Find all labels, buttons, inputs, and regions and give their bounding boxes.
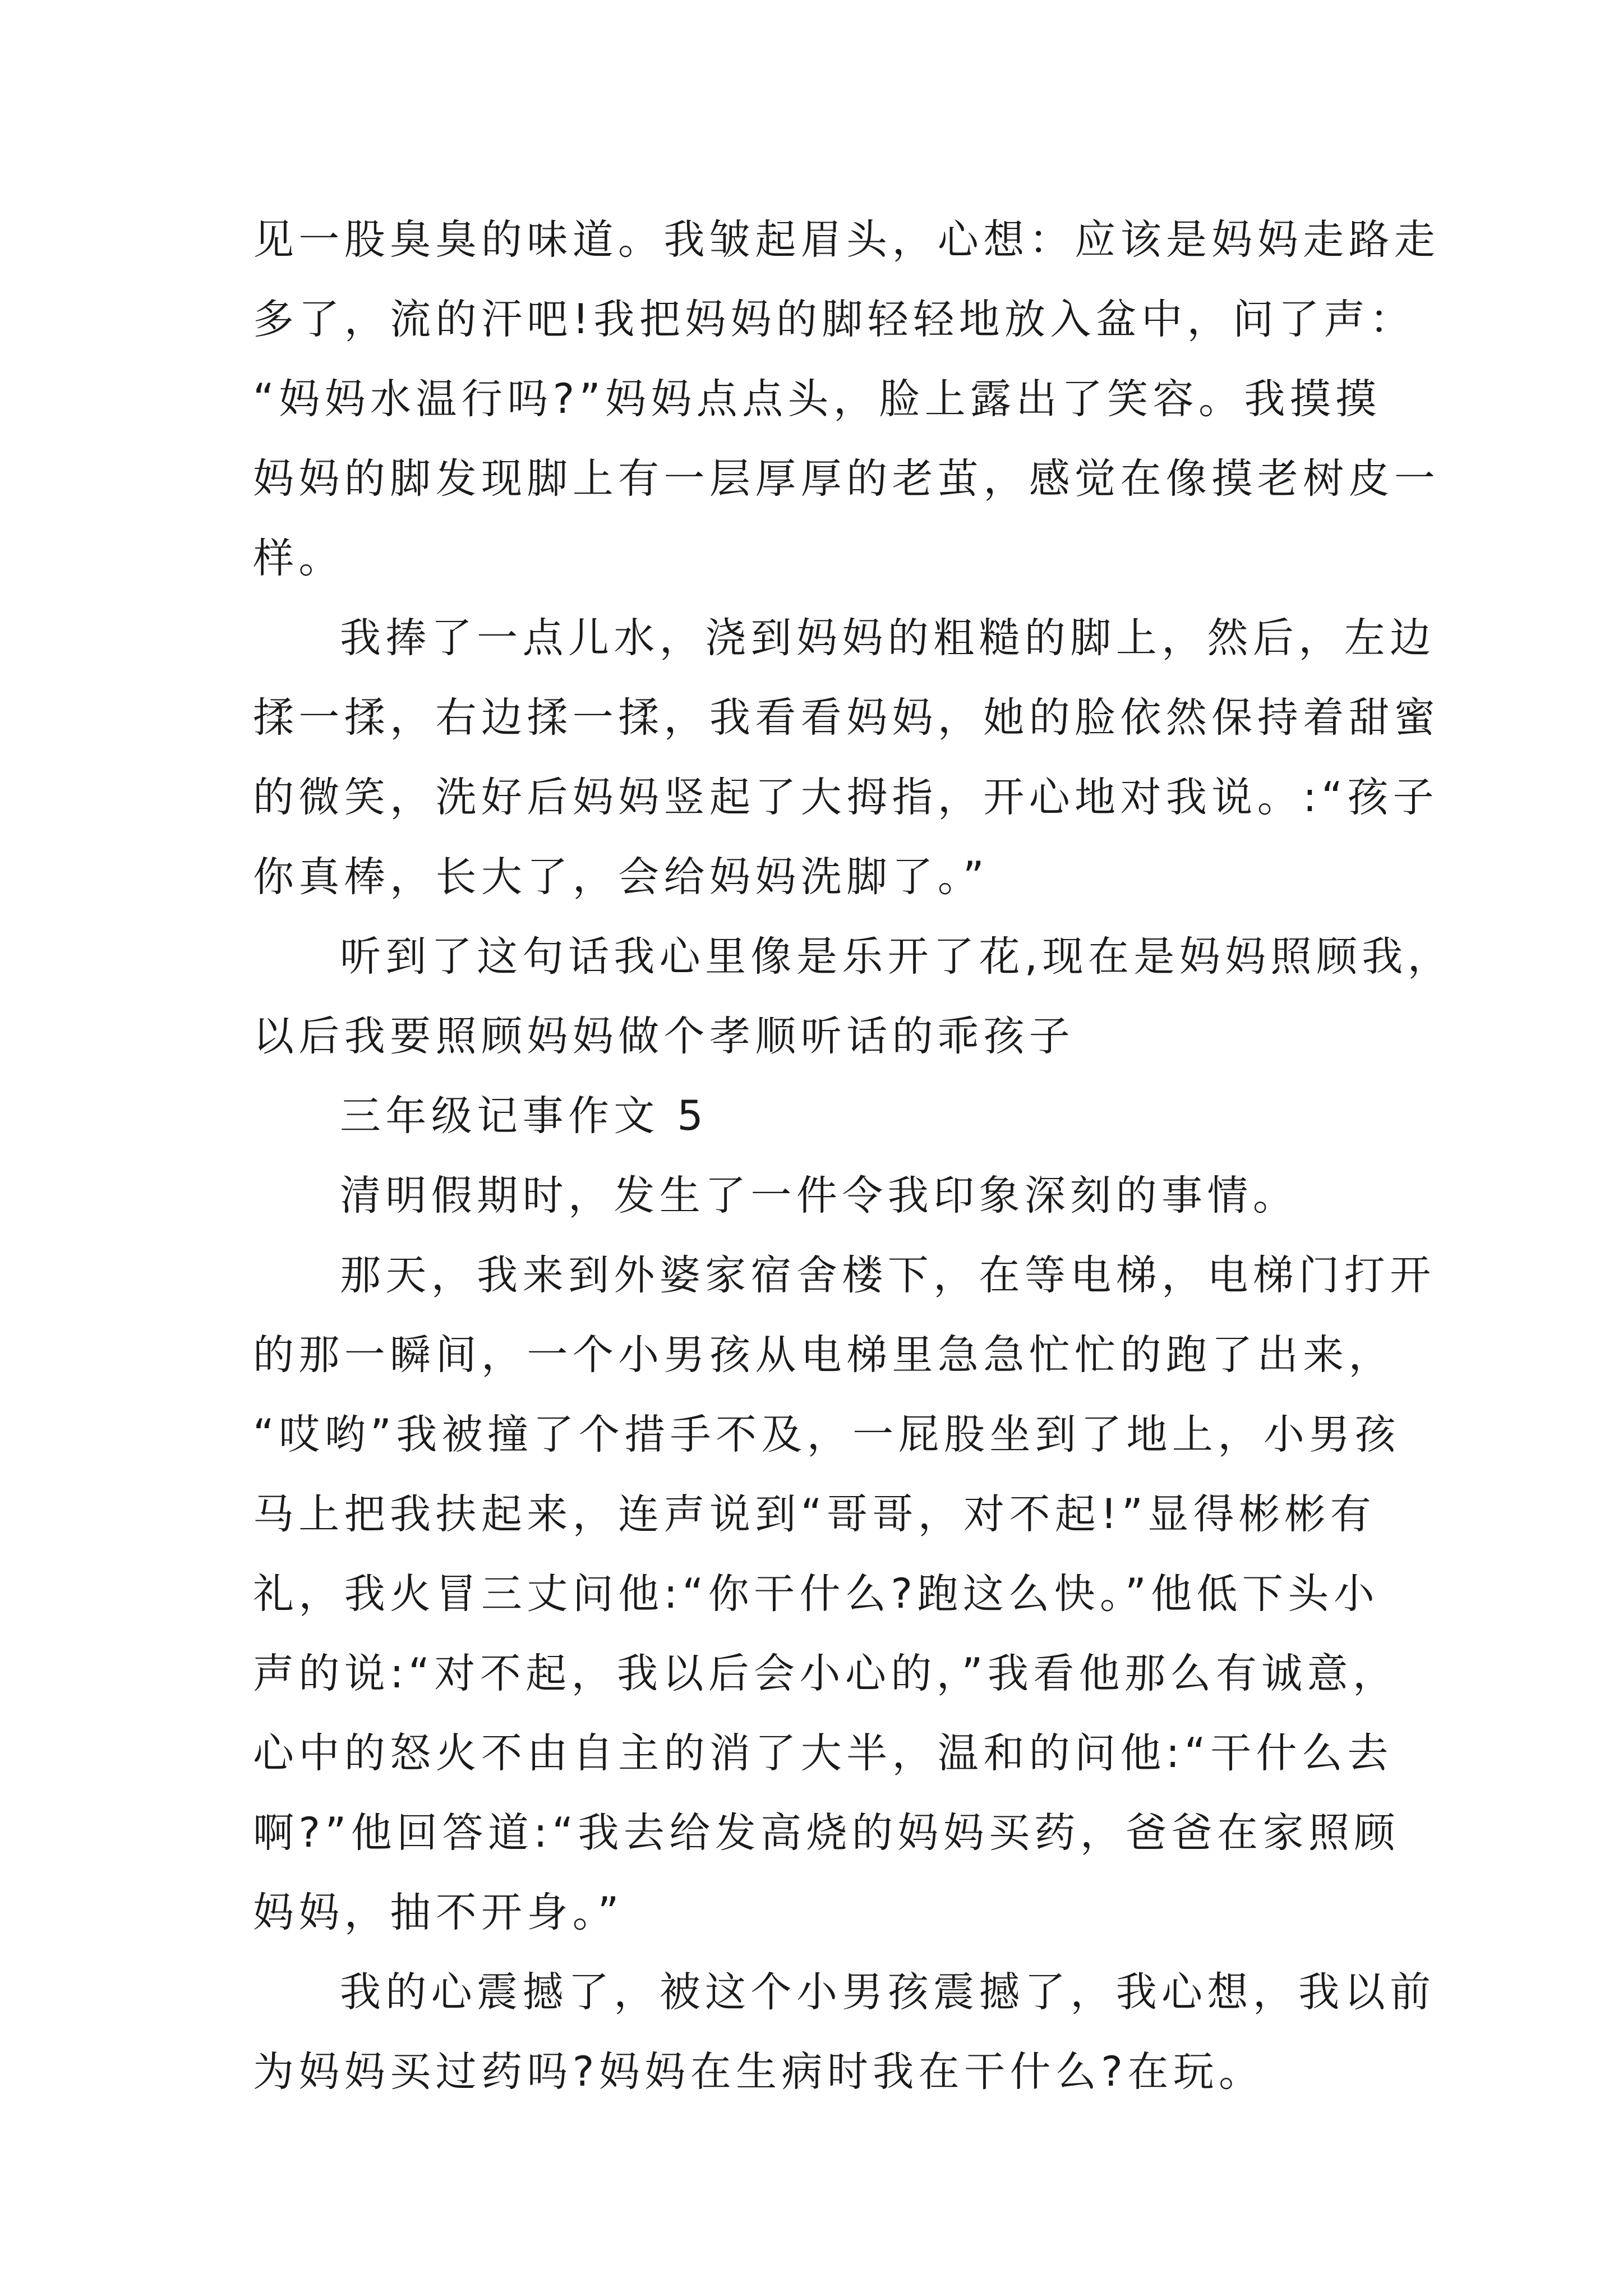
paragraph-start-line: 清明假期时，发生了一件令我印象深刻的事情。 — [340, 1172, 1299, 1220]
text-line: 礼，我火冒三丈问他:“你干什么?跑这么快。”他低下头小 — [253, 1570, 1380, 1618]
text-line: 妈妈，抽不开身。” — [253, 1889, 624, 1936]
paragraph-start-line: 听到了这句话我心里像是乐开了花,现在是妈妈照顾我， — [340, 933, 1454, 981]
text-line: 妈妈的脚发现脚上有一层厚厚的老茧，感觉在像摸老树皮一 — [253, 455, 1440, 503]
text-line: 的微笑，洗好后妈妈竖起了大拇指，开心地对我说。:“孩子 — [253, 774, 1439, 821]
text-line: “妈妈水温行吗?”妈妈点点头，脸上露出了笑容。我摸摸 — [253, 375, 1381, 423]
text-line: 心中的怒火不由自主的消了大半，温和的问他:“干什么去 — [253, 1729, 1393, 1777]
text-line: 你真棒，长大了，会给妈妈洗脚了。” — [253, 853, 989, 901]
text-line: 以后我要照顾妈妈做个孝顺听话的乖孩子 — [253, 1013, 1075, 1060]
text-line: 多了，流的汗吧!我把妈妈的脚轻轻地放入盆中，问了声： — [253, 296, 1415, 343]
text-line: “哎哟”我被撞了个措手不及，一屁股坐到了地上，小男孩 — [253, 1411, 1400, 1458]
document-body — [253, 212, 1454, 2124]
text-line: 的那一瞬间，一个小男孩从电梯里急急忙忙的跑了出来， — [253, 1331, 1394, 1379]
section-heading: 三年级记事作文 5 — [340, 1092, 708, 1140]
text-line: 揉一揉，右边揉一揉，我看看妈妈，她的脸依然保持着甜蜜 — [253, 694, 1440, 742]
paragraph-start-line: 我捧了一点儿水，浇到妈妈的粗糙的脚上，然后，左边 — [340, 614, 1436, 662]
text-line: 马上把我扶起来，连声说到“哥哥，对不起!”显得彬彬有 — [253, 1490, 1376, 1538]
text-line: 啊?”他回答道:“我去给发高烧的妈妈买药，爸爸在家照顾 — [253, 1809, 1400, 1857]
text-line: 样。 — [253, 535, 344, 582]
text-line: 见一股臭臭的味道。我皱起眉头，心想：应该是妈妈走路走 — [253, 216, 1440, 264]
text-line: 为妈妈买过药吗?妈妈在生病时我在干什么?在玩。 — [253, 2048, 1265, 2096]
paragraph-start-line: 我的心震撼了，被这个小男孩震撼了，我心想，我以前 — [340, 1968, 1436, 2016]
text-line: 声的说:“对不起，我以后会小心的，”我看他那么有诚意， — [253, 1650, 1399, 1697]
paragraph-start-line: 那天，我来到外婆家宿舍楼下，在等电梯，电梯门打开 — [340, 1251, 1436, 1299]
